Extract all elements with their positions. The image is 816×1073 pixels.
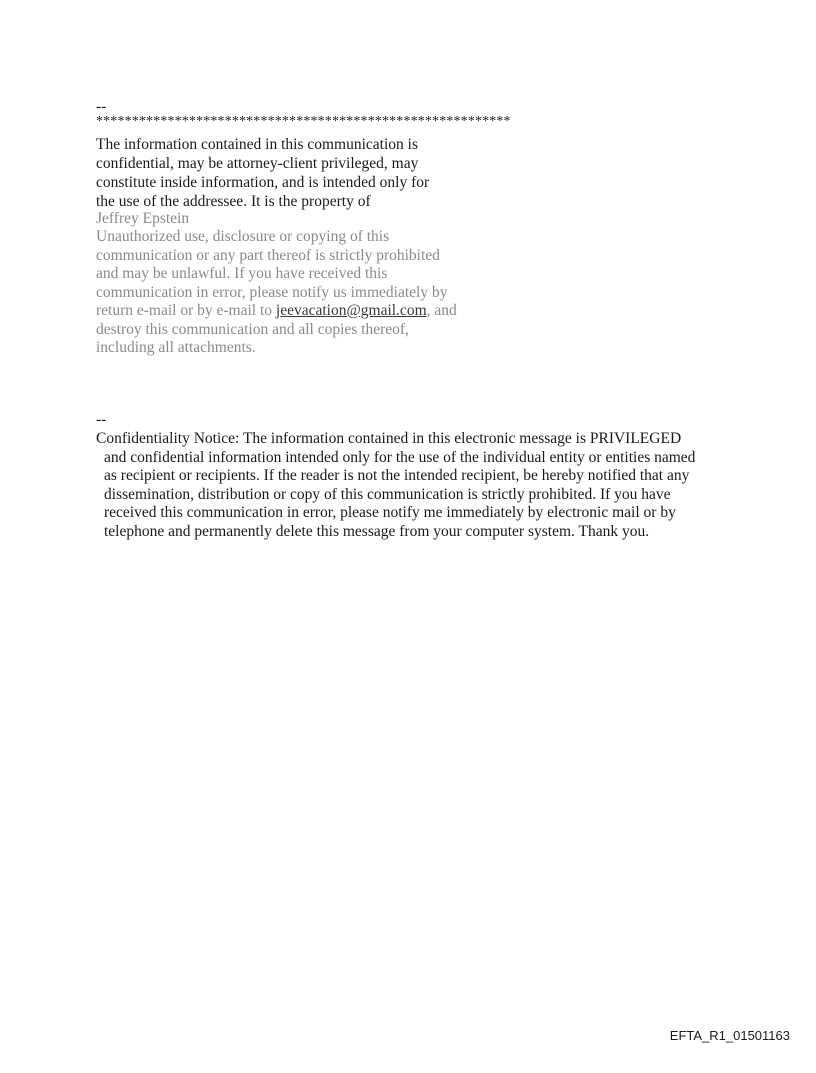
disclaimer-line: and may be unlawful. If you have received this (96, 265, 388, 282)
separator-top: -- (96, 98, 107, 115)
return-email-line (96, 301, 457, 320)
separator-notice: -- (96, 411, 107, 428)
notice-line: and confidential information intended only for the use of the individual entity or entities named (104, 449, 696, 466)
email-link[interactable]: jeevacation@gmail.com (275, 302, 427, 319)
document-id: EFTA_R1_01501163 (669, 1028, 790, 1043)
disclaimer-line: constitute inside information, and is intended only for (96, 174, 430, 191)
disclaimer-line: confidential, may be attorney-client privileged, may (96, 155, 419, 172)
notice-line: as recipient or recipients. If the reader is not the intended recipient, be hereby notified that any (104, 467, 690, 484)
return-email-prefix: return e-mail or by e-mail to (96, 302, 276, 319)
disclaimer-line: Unauthorized use, disclosure or copying of this (96, 228, 390, 245)
notice-line: dissemination, distribution or copy of this communication is strictly prohibited. If you have (104, 486, 671, 503)
disclaimer-line: communication in error, please notify us immediately by (96, 284, 448, 301)
owner-name: Jeffrey Epstein (96, 210, 190, 227)
disclaimer-line: The information contained in this communication is (96, 136, 418, 153)
disclaimer-line: including all attachments. (96, 339, 256, 356)
return-email-suffix: , and (426, 302, 457, 319)
disclaimer-line: communication or any part thereof is strictly prohibited (96, 247, 440, 264)
asterisk-divider: ********************************************************** (96, 114, 511, 129)
disclaimer-line: destroy this communication and all copies thereof, (96, 321, 409, 338)
notice-line: Confidentiality Notice: The information contained in this electronic message is PRIVILEGED (96, 430, 682, 447)
notice-line: received this communication in error, please notify me immediately by electronic mail or by (104, 504, 676, 521)
notice-line: telephone and permanently delete this message from your computer system. Thank you. (104, 523, 650, 540)
disclaimer-line: the use of the addressee. It is the property of (96, 193, 371, 210)
